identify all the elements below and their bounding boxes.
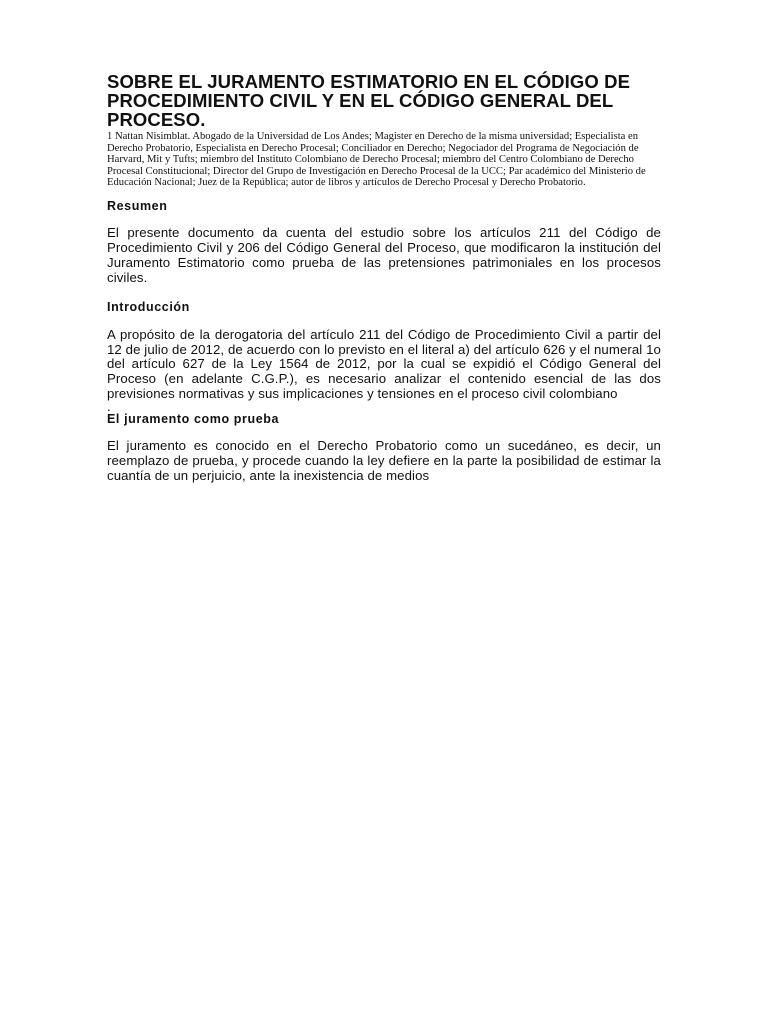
- section-heading-introduccion: Introducción: [107, 299, 190, 314]
- document-title: SOBRE EL JURAMENTO ESTIMATORIO EN EL CÓDIGO DE PROCEDIMIENTO CIVIL Y EN EL CÓDIGO GENERAL DEL PROCESO.: [107, 71, 631, 130]
- section-trailing-period: .: [107, 399, 111, 415]
- section-text-introduccion: A propósito de la derogatoria del artículo 211 del Código de Procedimiento Civil a partir del 12 de julio de 2012, de acuerdo con lo previsto en el literal a) del artículo 626 y el numeral 1o del artículo 627 de la Ley 1564 de 2012, por la cual se expidió el Código General del Proceso (en adelante C.G.P.), es necesario analizar el contenido esencial de las dos previsiones normativas y sus implicaciones y tensiones en el proceso civil colombiano: [107, 326, 661, 402]
- author-footnote: 1 Nattan Nisimblat. Abogado de la Universidad de Los Andes; Magister en Derecho de la misma universidad; Especialista en Derecho Probatorio, Especialista en Derecho Procesal; Conciliador en Derecho; Negociador del Programa de Negociación de Harvard, Mit y Tufts; miembro del Instituto Colombiano de Derecho Procesal; miembro del Centro Colombiano de Derecho Procesal Constitucional; Director del Grupo de Investigación en Derecho Procesal de la UCC; Par académico del Ministerio de Educación Nacional; Juez de la República; autor de libros y artículos de Derecho Procesal y Derecho Probatorio.: [107, 131, 646, 189]
- section-text-resumen: El presente documento da cuenta del estudio sobre los artículos 211 del Código de Procedimiento Civil y 206 del Código General del Proceso, que modificaron la institución del Juramento Estimatorio como prueba de las pretensiones patrimoniales en los procesos civiles.: [107, 224, 661, 285]
- section-text-juramento: El juramento es conocido en el Derecho Probatorio como un sucedáneo, es decir, un reemplazo de prueba, y procede cuando la ley defiere en la parte la posibilidad de estimar la cuantía de un perjuicio, ante la inexistencia de medios: [107, 438, 661, 483]
- section-heading-juramento: El juramento como prueba: [107, 412, 280, 427]
- section-heading-resumen: Resumen: [107, 198, 168, 213]
